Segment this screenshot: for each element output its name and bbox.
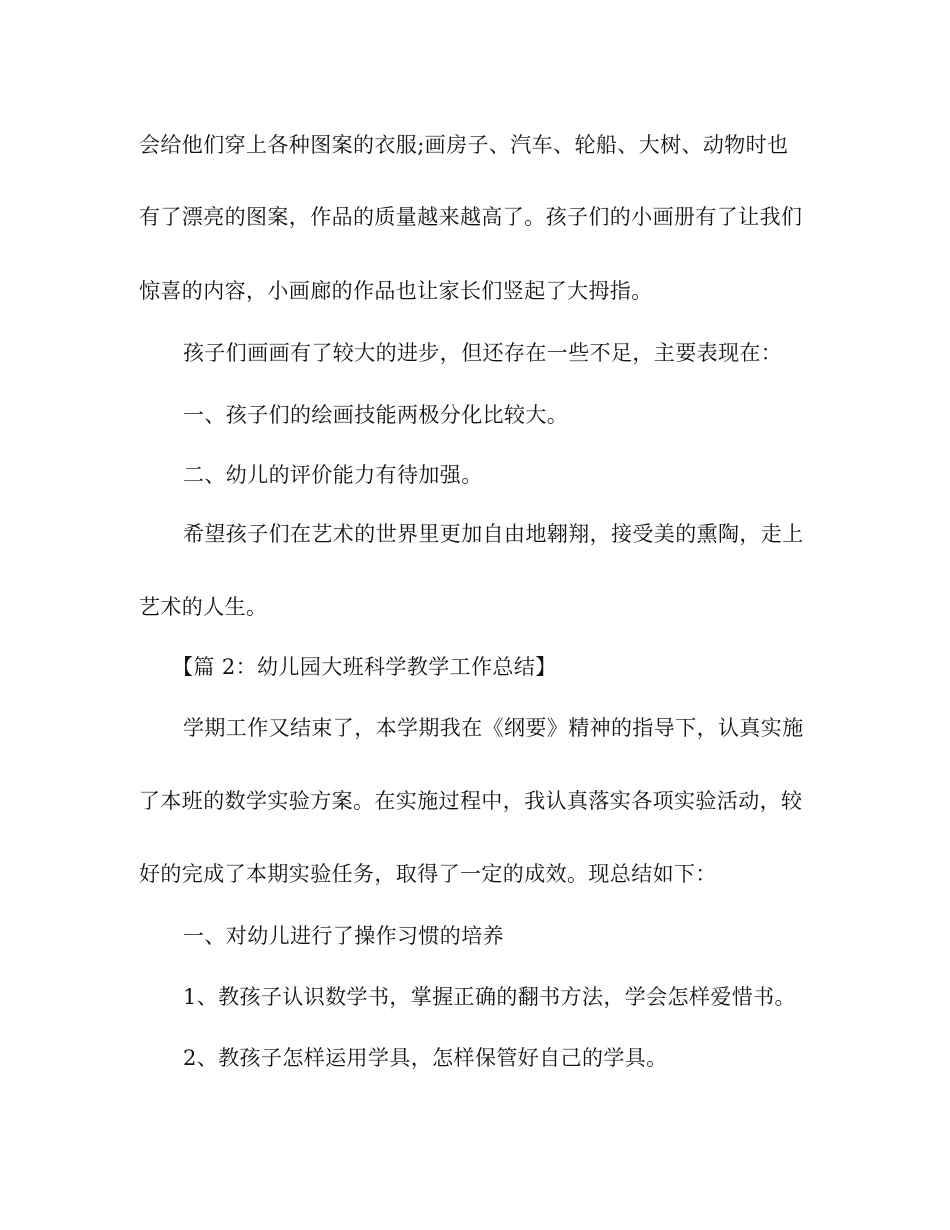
list-item-line: 二、幼儿的评价能力有待加强。 xyxy=(183,463,483,487)
paragraph-line: 好的完成了本期实验任务，取得了一定的成效。现总结如下： xyxy=(139,862,717,886)
paragraph-line: 会给他们穿上各种图案的衣服;画房子、汽车、轮船、大树、动物时也 xyxy=(139,133,789,157)
paragraph-line: 孩子们画画有了较大的进步，但还存在一些不足，主要表现在： xyxy=(183,341,783,365)
paragraph-line: 惊喜的内容，小画廊的作品也让家长们竖起了大拇指。 xyxy=(139,279,653,303)
list-item-line: 1、教孩子认识数学书，掌握正确的翻书方法，学会怎样爱惜书。 xyxy=(183,985,796,1009)
paragraph-line: 有了漂亮的图案，作品的质量越来越高了。孩子们的小画册有了让我们 xyxy=(139,205,803,229)
paragraph-line: 了本班的数学实验方案。在实施过程中，我认真落实各项实验活动，较 xyxy=(139,789,803,813)
list-item-line: 2、教孩子怎样运用学具，怎样保管好自己的学具。 xyxy=(183,1046,668,1070)
subsection-heading: 一、对幼儿进行了操作习惯的培养 xyxy=(183,924,504,948)
section-heading: 【篇 2：幼儿园大班科学教学工作总结】 xyxy=(172,655,557,679)
paragraph-line: 希望孩子们在艺术的世界里更加自由地翱翔，接受美的熏陶，走上 xyxy=(183,522,804,546)
paragraph-line: 学期工作又结束了，本学期我在《纲要》精神的指导下，认真实施 xyxy=(183,716,804,740)
paragraph-line: 艺术的人生。 xyxy=(139,595,268,619)
list-item-line: 一、孩子们的绘画技能两极分化比较大。 xyxy=(183,403,569,427)
